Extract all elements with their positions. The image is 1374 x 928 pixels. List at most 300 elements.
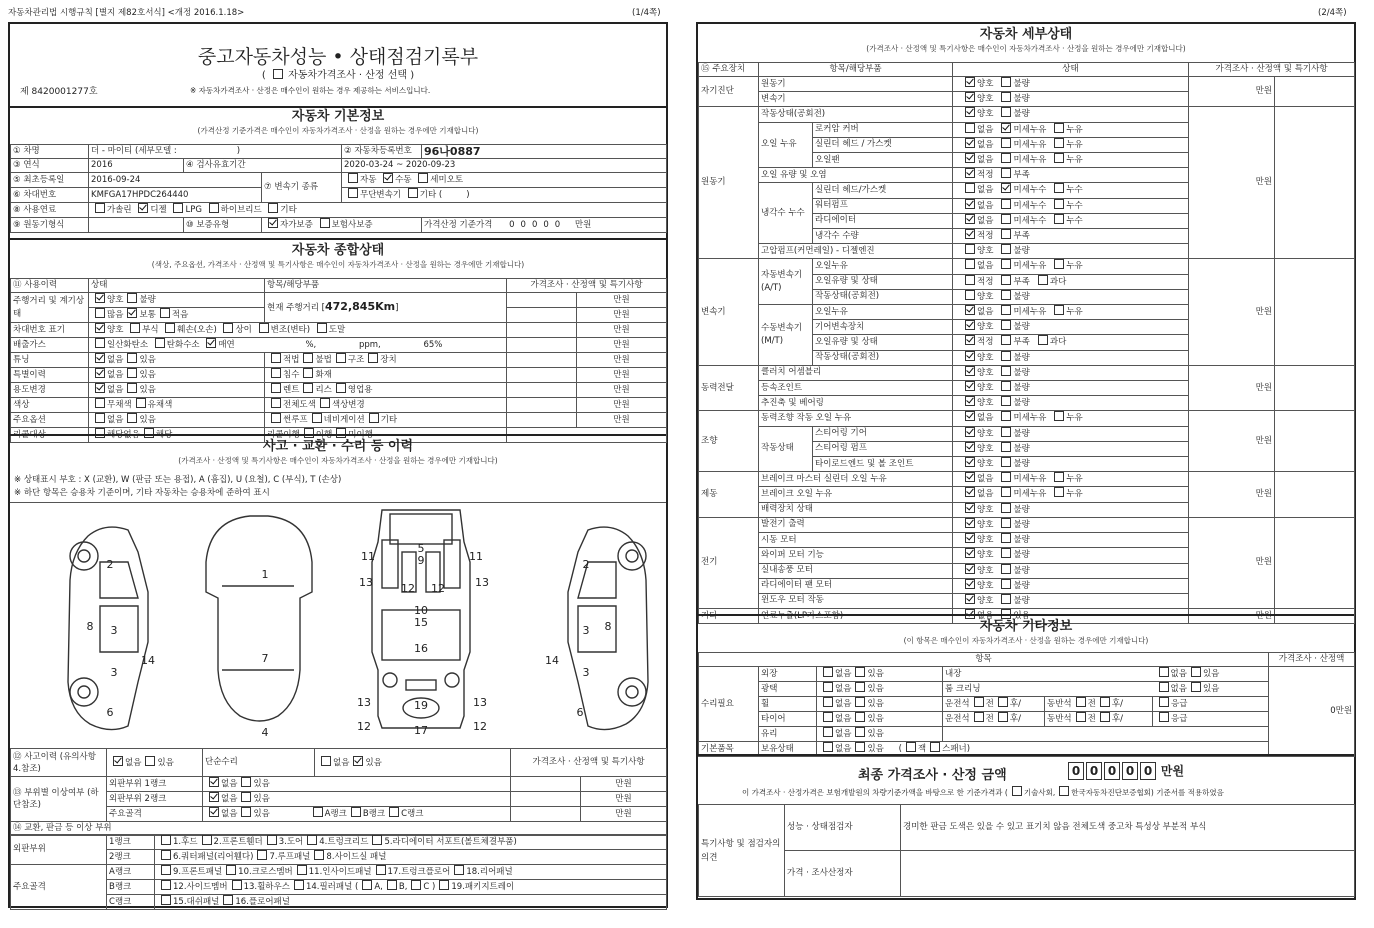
price-select-checkbox[interactable]: [273, 69, 283, 79]
detail-item-label: 동력조향 작동 오일 누유: [759, 411, 953, 426]
first-reg-value[interactable]: 2016-09-24: [89, 173, 262, 188]
detail-remarks-cell[interactable]: [1275, 107, 1355, 259]
color-change-checkbox[interactable]: [320, 398, 330, 408]
wheel-driver: [943, 697, 1045, 712]
state-checkbox[interactable]: [965, 442, 975, 452]
engineer-society-checkbox[interactable]: [1012, 786, 1022, 796]
state-checkbox[interactable]: [965, 153, 975, 163]
state-checkbox[interactable]: [1054, 138, 1064, 148]
final-price-digits[interactable]: [1068, 762, 1184, 780]
state-checkbox[interactable]: [965, 564, 975, 574]
detail-price-unit[interactable]: 만원: [1189, 77, 1275, 107]
tire-none-checkbox[interactable]: [823, 712, 833, 722]
simple-repair-label: 단순수리: [203, 749, 315, 777]
rank-a-checkbox[interactable]: [313, 807, 323, 817]
exterior-yes-checkbox[interactable]: [855, 667, 865, 677]
mileage-normal-checkbox[interactable]: [127, 308, 137, 318]
options-yes-checkbox[interactable]: [127, 413, 137, 423]
state-checkbox[interactable]: [965, 290, 975, 300]
state-checkbox[interactable]: [965, 168, 975, 178]
interior-yes-checkbox[interactable]: [1191, 667, 1201, 677]
state-checkbox[interactable]: [1001, 214, 1011, 224]
usage-lease-checkbox[interactable]: [303, 383, 313, 393]
price-cell[interactable]: [507, 293, 577, 308]
inspect-value[interactable]: 2020-03-24 ~ 2020-09-23: [342, 159, 667, 173]
state-option-label: 부족: [1013, 337, 1030, 348]
state-checkbox[interactable]: [1001, 564, 1011, 574]
tuning-illegal-checkbox[interactable]: [303, 353, 313, 363]
state-checkbox[interactable]: [1001, 275, 1011, 285]
detail-price-unit[interactable]: 만원: [1189, 365, 1275, 411]
options-other-checkbox[interactable]: [369, 413, 379, 423]
emission-unit: %,: [305, 340, 317, 350]
accident-none-checkbox[interactable]: [113, 756, 123, 766]
detail-price-unit[interactable]: 만원: [1189, 259, 1275, 365]
rank-b-checkbox[interactable]: [351, 807, 361, 817]
part-checkbox[interactable]: [232, 880, 242, 890]
room-yes-checkbox[interactable]: [1191, 682, 1201, 692]
part-checkbox[interactable]: [297, 865, 307, 875]
perf-inspector-opinion[interactable]: 경미한 판금 도색은 있을 수 있고 표기치 않음 전체도색 중고차 특성상 부분적 부식: [901, 805, 1355, 851]
vin-value[interactable]: KMFGA17HPDC264440: [89, 188, 262, 203]
state-option-label: 불량: [1013, 459, 1030, 470]
detail-price-unit[interactable]: 만원: [1189, 107, 1275, 259]
state-checkbox[interactable]: [1054, 153, 1064, 163]
tire-yes-checkbox[interactable]: [855, 712, 865, 722]
state-checkbox[interactable]: [965, 472, 975, 482]
fuel-lpg-checkbox[interactable]: [173, 203, 183, 213]
mileage-value[interactable]: 472,845Km: [325, 300, 396, 313]
mileage-high-checkbox[interactable]: [95, 308, 105, 318]
part-checkbox[interactable]: [454, 865, 464, 875]
emergency-checkbox[interactable]: [1159, 712, 1169, 722]
detail-item-label: 실내송풍 모터: [759, 563, 953, 578]
main-frame-opts: [203, 807, 511, 822]
emergency-checkbox[interactable]: [1159, 697, 1169, 707]
diagram-num: 13: [357, 696, 371, 709]
glass-none-checkbox[interactable]: [823, 727, 833, 737]
part-checkbox[interactable]: [439, 880, 449, 890]
state-checkbox[interactable]: [1001, 503, 1011, 513]
vin-mark-checkbox[interactable]: [259, 323, 269, 333]
vin-mark-checkbox[interactable]: [165, 323, 175, 333]
detail-remarks-cell[interactable]: [1275, 517, 1355, 608]
state-option-label: 미세누수: [1013, 185, 1047, 196]
state-checkbox[interactable]: [1001, 381, 1011, 391]
other-price-value[interactable]: 0만원: [1269, 667, 1355, 757]
basic-info-note: (가격산정 기준가격은 매수인이 자동차가격조사 · 산정을 원하는 경우에만 기재합니다): [197, 126, 479, 135]
state-checkbox[interactable]: [1001, 579, 1011, 589]
holding-yes-checkbox[interactable]: [855, 742, 865, 752]
state-checkbox[interactable]: [1001, 107, 1011, 117]
mileage-bad-checkbox[interactable]: [127, 293, 137, 303]
state-checkbox[interactable]: [965, 548, 975, 558]
sunroof-checkbox[interactable]: [271, 413, 281, 423]
state-checkbox[interactable]: [1001, 411, 1011, 421]
usage-rent-checkbox[interactable]: [271, 383, 281, 393]
state-checkbox[interactable]: [1054, 183, 1064, 193]
detail-subitem-label: 스티어링 기어: [813, 426, 953, 441]
state-checkbox[interactable]: [1038, 335, 1048, 345]
trans-other-checkbox[interactable]: [408, 188, 418, 198]
color-opts-2: [265, 398, 507, 413]
price-cell[interactable]: [507, 338, 577, 353]
state-checkbox[interactable]: [1001, 229, 1011, 239]
rear-checkbox[interactable]: [1100, 712, 1110, 722]
interior-none-checkbox[interactable]: [1159, 667, 1169, 677]
outer1-yes-checkbox[interactable]: [241, 777, 251, 787]
price-base-digits[interactable]: [509, 220, 575, 230]
state-option-label: 불량: [1013, 535, 1030, 546]
state-checkbox[interactable]: [1038, 275, 1048, 285]
diagnosis-assoc-checkbox[interactable]: [1059, 786, 1069, 796]
state-checkbox[interactable]: [965, 305, 975, 315]
state-checkbox[interactable]: [1001, 548, 1011, 558]
price-cell[interactable]: [507, 308, 577, 323]
state-checkbox[interactable]: [965, 259, 975, 269]
jack-checkbox[interactable]: [906, 742, 916, 752]
detail-remarks-cell[interactable]: [1275, 365, 1355, 411]
detail-remarks-cell[interactable]: [1275, 411, 1355, 472]
part-label: 7.루프패널: [269, 852, 311, 862]
state-checkbox[interactable]: [1001, 320, 1011, 330]
outer1-none-checkbox[interactable]: [209, 777, 219, 787]
usage-none-checkbox[interactable]: [95, 383, 105, 393]
vin-mark-checkbox[interactable]: [95, 323, 105, 333]
state-checkbox[interactable]: [965, 138, 975, 148]
trans-semi-checkbox[interactable]: [418, 173, 428, 183]
price-digit: 0: [543, 219, 555, 230]
wheel-yes-checkbox[interactable]: [855, 697, 865, 707]
state-checkbox[interactable]: [965, 366, 975, 376]
state-checkbox[interactable]: [1001, 396, 1011, 406]
part-checkbox[interactable]: [372, 835, 382, 845]
price-cell[interactable]: [507, 413, 577, 428]
vin-mark-checkbox[interactable]: [130, 323, 140, 333]
room-none-checkbox[interactable]: [1159, 682, 1169, 692]
state-checkbox[interactable]: [965, 396, 975, 406]
accident-yes-checkbox[interactable]: [145, 756, 155, 766]
glass-yes-checkbox[interactable]: [855, 727, 865, 737]
state-option-label: 불량: [1013, 580, 1030, 591]
state-checkbox[interactable]: [965, 123, 975, 133]
state-checkbox[interactable]: [1001, 199, 1011, 209]
final-digit: 0: [1122, 762, 1138, 780]
diagram-num: 6: [576, 706, 584, 719]
outer2-yes-checkbox[interactable]: [241, 792, 251, 802]
color-full-paint-checkbox[interactable]: [271, 398, 281, 408]
detail-price-unit[interactable]: 만원: [1189, 609, 1275, 624]
frame-none-checkbox[interactable]: [209, 807, 219, 817]
emission-co-checkbox[interactable]: [95, 338, 105, 348]
warranty-self-checkbox[interactable]: [268, 218, 278, 228]
price-cell[interactable]: [511, 792, 581, 807]
color-chromatic-checkbox[interactable]: [136, 398, 146, 408]
emission-co-label: 일산화탄소: [107, 340, 149, 350]
state-checkbox[interactable]: [1001, 472, 1011, 482]
detail-remarks-cell[interactable]: [1275, 472, 1355, 518]
front-checkbox[interactable]: [974, 712, 984, 722]
state-checkbox[interactable]: [1054, 123, 1064, 133]
state-checkbox[interactable]: [1054, 259, 1064, 269]
fuel-other-checkbox[interactable]: [268, 203, 278, 213]
state-checkbox[interactable]: [1001, 487, 1011, 497]
rank-a-row-label: A랭크: [107, 865, 155, 880]
state-checkbox[interactable]: [1001, 244, 1011, 254]
state-checkbox[interactable]: [1001, 290, 1011, 300]
state-checkbox[interactable]: [1001, 168, 1011, 178]
state-checkbox[interactable]: [1001, 457, 1011, 467]
year-value[interactable]: 2016: [89, 159, 184, 173]
outer2-label: 외판부위 2랭크: [107, 792, 203, 807]
detail-head: 항목/해당부품: [265, 279, 507, 293]
rear-checkbox[interactable]: [998, 697, 1008, 707]
price-cell[interactable]: [507, 398, 577, 413]
vin-mark-checkbox[interactable]: [223, 323, 233, 333]
state-checkbox[interactable]: [1001, 153, 1011, 163]
state-checkbox[interactable]: [1001, 335, 1011, 345]
paren-open: (: [261, 70, 266, 81]
rear-checkbox[interactable]: [1100, 697, 1110, 707]
other-title: 자동차 기타정보: [979, 619, 1073, 634]
frame-yes-label: 있음: [253, 809, 270, 819]
price-cell[interactable]: [507, 368, 577, 383]
frame-yes-checkbox[interactable]: [241, 807, 251, 817]
simple-yes-checkbox[interactable]: [353, 756, 363, 766]
state-checkbox[interactable]: [1054, 472, 1064, 482]
remarks-table: [698, 804, 1355, 897]
spanner-checkbox[interactable]: [930, 742, 940, 752]
trans-auto-checkbox[interactable]: [348, 173, 358, 183]
gloss-yes-checkbox[interactable]: [855, 682, 865, 692]
recall-done-option: 이행: [315, 430, 333, 440]
reg-no-value[interactable]: 96나0887: [422, 145, 667, 159]
part-checkbox[interactable]: [161, 835, 171, 845]
special-fire-checkbox[interactable]: [303, 368, 313, 378]
gloss-none-checkbox[interactable]: [823, 682, 833, 692]
price-cell[interactable]: [507, 383, 577, 398]
state-checkbox[interactable]: [965, 457, 975, 467]
detail-state-options: [953, 153, 1189, 168]
state-checkbox[interactable]: [965, 199, 975, 209]
mileage-label: 주행거리 및 계기상태: [11, 293, 89, 323]
detail-price-unit[interactable]: 만원: [1189, 472, 1275, 518]
state-checkbox[interactable]: [965, 183, 975, 193]
part-checkbox[interactable]: [267, 835, 277, 845]
pillar-c-checkbox[interactable]: [411, 880, 421, 890]
rear-checkbox[interactable]: [998, 712, 1008, 722]
part-checkbox[interactable]: [161, 895, 171, 905]
color-achromatic-checkbox[interactable]: [95, 398, 105, 408]
rank-c-checkbox[interactable]: [389, 807, 399, 817]
paren-close: ): [410, 70, 415, 81]
detail-price-unit[interactable]: 만원: [1189, 517, 1275, 608]
usage-yes-checkbox[interactable]: [127, 383, 137, 393]
state-checkbox[interactable]: [1001, 533, 1011, 543]
warranty-insurer-checkbox[interactable]: [320, 218, 330, 228]
state-option-label: 미세누유: [1013, 307, 1047, 318]
diagram-num: 3: [582, 624, 590, 637]
tuning-none-checkbox[interactable]: [95, 353, 105, 363]
part-checkbox[interactable]: [226, 865, 236, 875]
state-checkbox[interactable]: [1054, 199, 1064, 209]
part-checkbox[interactable]: [223, 895, 233, 905]
engineer-society-label: 기술사회,: [1023, 788, 1056, 797]
detail-state-options: [953, 305, 1189, 320]
emission-hc-checkbox[interactable]: [155, 338, 165, 348]
state-option-label: 미세누수: [1013, 215, 1047, 226]
part-checkbox[interactable]: [294, 880, 304, 890]
vin-mark-checkbox[interactable]: [317, 323, 327, 333]
emission-smoke-checkbox[interactable]: [206, 338, 216, 348]
part-label: 13.휠하우스: [243, 882, 290, 892]
part-checkbox[interactable]: [314, 850, 324, 860]
state-checkbox[interactable]: [1054, 487, 1064, 497]
state-option-label: 미세누유: [1013, 474, 1047, 485]
tuning-opts-2: [265, 353, 507, 368]
state-checkbox[interactable]: [965, 533, 975, 543]
tuning-yes-checkbox[interactable]: [127, 353, 137, 363]
detail-item-label: 라디에이터 팬 모터: [759, 578, 953, 593]
state-checkbox[interactable]: [1001, 77, 1011, 87]
state-checkbox[interactable]: [1001, 183, 1011, 193]
trans-cvt-checkbox[interactable]: [348, 188, 358, 198]
pillar-b-checkbox[interactable]: [387, 880, 397, 890]
front-checkbox[interactable]: [1076, 712, 1086, 722]
exterior-label: 외장: [759, 667, 817, 682]
fuel-hybrid-checkbox[interactable]: [209, 203, 219, 213]
state-checkbox[interactable]: [965, 411, 975, 421]
detail-item-head: 항목/해당부품: [759, 63, 953, 77]
state-checkbox[interactable]: [1001, 366, 1011, 376]
special-none-checkbox[interactable]: [95, 368, 105, 378]
detail-price-unit[interactable]: 만원: [1189, 411, 1275, 472]
state-checkbox[interactable]: [1001, 305, 1011, 315]
tuning-legal-checkbox[interactable]: [271, 353, 281, 363]
diagram-num: 12: [431, 582, 445, 595]
pillar-a-checkbox[interactable]: [362, 880, 372, 890]
sunroof-label: 썬루프: [283, 415, 308, 425]
state-checkbox[interactable]: [1001, 518, 1011, 528]
detail-remarks-cell[interactable]: [1275, 259, 1355, 365]
interior-yes-label: 있음: [1202, 669, 1220, 679]
detail-item-label: 냉각수 누수: [759, 183, 813, 244]
holding-none-checkbox[interactable]: [823, 742, 833, 752]
state-checkbox[interactable]: [1001, 92, 1011, 102]
state-option-label: 불량: [1013, 79, 1030, 89]
state-checkbox[interactable]: [1001, 442, 1011, 452]
detail-state-options: [953, 244, 1189, 259]
trans-manual-checkbox[interactable]: [383, 173, 393, 183]
state-option-label: 양호: [977, 383, 994, 394]
detail-remarks-cell[interactable]: [1275, 77, 1355, 107]
part-checkbox[interactable]: [257, 850, 267, 860]
front-checkbox[interactable]: [974, 697, 984, 707]
warranty-options: [262, 218, 422, 233]
state-option-label: 불량: [1013, 109, 1030, 120]
state-checkbox[interactable]: [965, 381, 975, 391]
price-cell[interactable]: [511, 807, 581, 822]
detail-item-label: 고압펌프(커먼레일) - 디젤엔진: [759, 244, 953, 259]
mileage-low-checkbox[interactable]: [160, 308, 170, 318]
state-checkbox[interactable]: [965, 351, 975, 361]
tire-none-label: 없음: [835, 714, 852, 724]
tuning-structure-checkbox[interactable]: [336, 353, 346, 363]
part-checkbox[interactable]: [161, 880, 171, 890]
state-checkbox[interactable]: [1001, 138, 1011, 148]
usage-business-checkbox[interactable]: [336, 383, 346, 393]
vin-mark-option: 부식: [142, 325, 159, 335]
diagram-num: 12: [357, 720, 371, 733]
car-name-field[interactable]: [89, 145, 342, 159]
state-checkbox[interactable]: [965, 503, 975, 513]
price-inspector-opinion[interactable]: [901, 851, 1355, 897]
state-checkbox[interactable]: [965, 107, 975, 117]
simple-none-checkbox[interactable]: [321, 756, 331, 766]
state-checkbox[interactable]: [1001, 123, 1011, 133]
part-checkbox[interactable]: [202, 835, 212, 845]
price-cell[interactable]: [507, 353, 577, 368]
state-checkbox[interactable]: [965, 579, 975, 589]
state-checkbox[interactable]: [965, 275, 975, 285]
wheel-none-checkbox[interactable]: [823, 697, 833, 707]
exterior-none-checkbox[interactable]: [823, 667, 833, 677]
state-checkbox[interactable]: [965, 214, 975, 224]
outer2-none-checkbox[interactable]: [209, 792, 219, 802]
price-cell[interactable]: [507, 323, 577, 338]
state-checkbox[interactable]: [965, 77, 975, 87]
part-checkbox[interactable]: [376, 865, 386, 875]
diagram-num: 15: [414, 616, 428, 629]
special-flood-checkbox[interactable]: [271, 368, 281, 378]
engine-value[interactable]: [89, 218, 184, 233]
fuel-diesel-checkbox[interactable]: [138, 203, 148, 213]
price-cell[interactable]: [511, 777, 581, 792]
paren-close: ): [966, 744, 971, 754]
fuel-gasoline-checkbox[interactable]: [95, 203, 105, 213]
part-checkbox[interactable]: [161, 850, 171, 860]
state-checkbox[interactable]: [965, 518, 975, 528]
state-checkbox[interactable]: [1054, 214, 1064, 224]
trans-row-2: [342, 188, 667, 203]
front-checkbox[interactable]: [1076, 697, 1086, 707]
state-checkbox[interactable]: [965, 335, 975, 345]
state-checkbox[interactable]: [965, 487, 975, 497]
state-checkbox[interactable]: [965, 92, 975, 102]
state-checkbox[interactable]: [1001, 259, 1011, 269]
state-checkbox[interactable]: [965, 594, 975, 604]
separator: /: [1120, 714, 1123, 724]
part-checkbox[interactable]: [307, 835, 317, 845]
mileage-good-checkbox[interactable]: [95, 293, 105, 303]
vin-mark-options: [89, 323, 507, 338]
state-checkbox[interactable]: [1001, 594, 1011, 604]
state-checkbox[interactable]: [965, 320, 975, 330]
options-none-checkbox[interactable]: [95, 413, 105, 423]
state-checkbox[interactable]: [1001, 351, 1011, 361]
state-checkbox[interactable]: [1054, 411, 1064, 421]
state-checkbox[interactable]: [965, 244, 975, 254]
navigation-checkbox[interactable]: [312, 413, 322, 423]
state-checkbox[interactable]: [1054, 305, 1064, 315]
state-checkbox[interactable]: [1001, 427, 1011, 437]
state-checkbox[interactable]: [965, 427, 975, 437]
part-checkbox[interactable]: [161, 865, 171, 875]
detail-state-options: [953, 274, 1189, 289]
state-checkbox[interactable]: [965, 229, 975, 239]
tuning-device-checkbox[interactable]: [368, 353, 378, 363]
special-yes-checkbox[interactable]: [127, 368, 137, 378]
